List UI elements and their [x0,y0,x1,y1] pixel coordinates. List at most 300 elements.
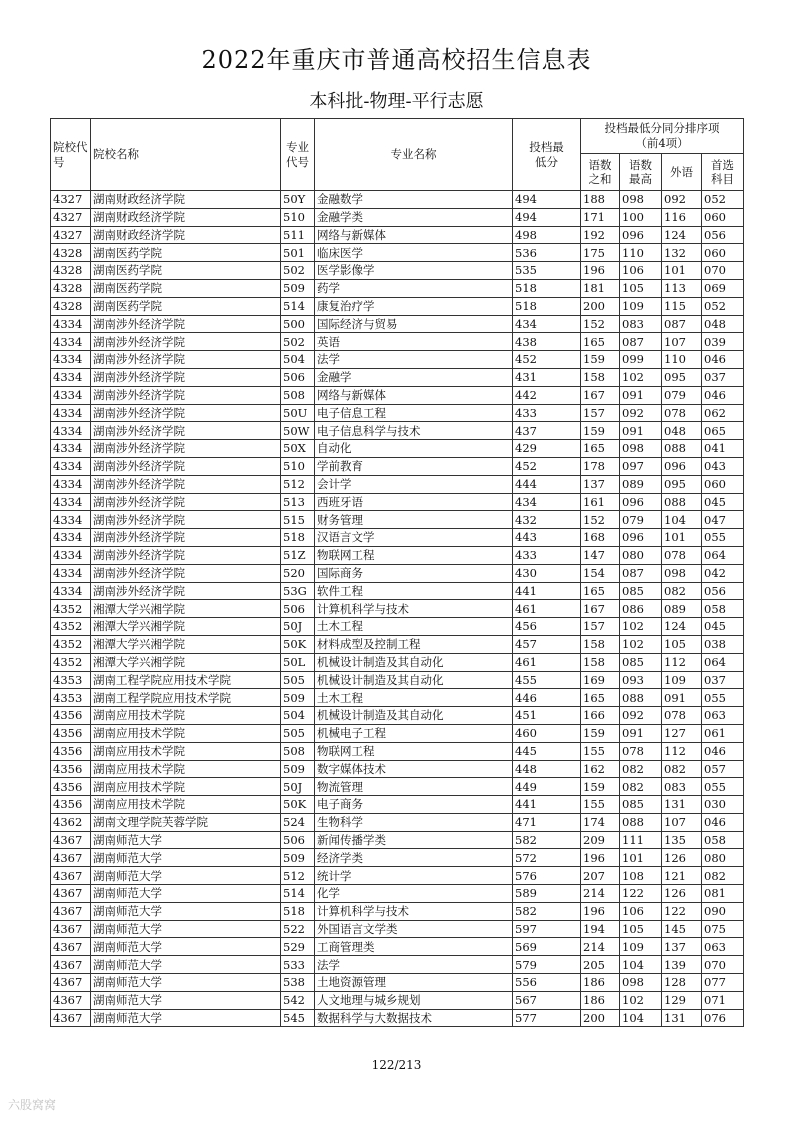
cell-school-code: 4356 [51,707,91,725]
cell-school-code: 4353 [51,671,91,689]
cell-sub3: 048 [662,422,702,440]
page-number: 122/213 [371,1058,422,1072]
table-row [51,991,744,1009]
cell-major-name: 金融学类 [315,208,513,226]
cell-school-name: 湖南涉外经济学院 [91,368,281,386]
cell-school-code: 4334 [51,333,91,351]
cell-school-name: 湖南师范大学 [91,974,281,992]
cell-sub3: 135 [662,831,702,849]
cell-min-score: 432 [513,511,581,529]
cell-major-code: 506 [281,368,315,386]
cell-major-code: 502 [281,333,315,351]
cell-sub4: 045 [702,618,744,636]
cell-min-score: 433 [513,546,581,564]
cell-sub2: 102 [620,991,662,1009]
table-row [51,422,744,440]
cell-sub3: 095 [662,475,702,493]
cell-min-score: 441 [513,582,581,600]
cell-sub4: 046 [702,813,744,831]
cell-min-score: 430 [513,564,581,582]
cell-sub2: 108 [620,867,662,885]
cell-min-score: 443 [513,529,581,547]
cell-major-name: 药学 [315,279,513,297]
cell-sub1: 186 [581,991,620,1009]
cell-major-name: 统计学 [315,867,513,885]
cell-school-name: 湖南医药学院 [91,244,281,262]
cell-min-score: 441 [513,796,581,814]
cell-sub1: 174 [581,813,620,831]
cell-sub3: 079 [662,386,702,404]
cell-sub3: 104 [662,511,702,529]
cell-school-name: 湖南涉外经济学院 [91,333,281,351]
cell-major-code: 511 [281,226,315,244]
cell-major-name: 土木工程 [315,618,513,636]
cell-major-code: 508 [281,742,315,760]
header-major-code: 专业代号 [281,119,315,191]
cell-sub4: 037 [702,671,744,689]
cell-school-code: 4327 [51,191,91,209]
cell-school-code: 4334 [51,422,91,440]
cell-sub4: 062 [702,404,744,422]
cell-sub2: 083 [620,315,662,333]
cell-major-code: 538 [281,974,315,992]
cell-school-name: 湖南师范大学 [91,902,281,920]
admission-table [50,118,744,1027]
cell-sub1: 165 [581,689,620,707]
cell-sub4: 058 [702,600,744,618]
table-row [51,368,744,386]
table-row [51,511,744,529]
cell-school-name: 湖南医药学院 [91,297,281,315]
cell-school-name: 湖南应用技术学院 [91,778,281,796]
cell-sub1: 147 [581,546,620,564]
cell-sub2: 088 [620,813,662,831]
cell-sub4: 037 [702,368,744,386]
table-row [51,742,744,760]
cell-sub3: 137 [662,938,702,956]
header-sub2: 语数最高 [620,154,662,191]
cell-sub2: 085 [620,796,662,814]
cell-school-code: 4356 [51,724,91,742]
cell-sub1: 196 [581,262,620,280]
cell-sub4: 060 [702,208,744,226]
table-row [51,262,744,280]
cell-sub1: 158 [581,368,620,386]
table-row [51,1009,744,1027]
cell-major-name: 工商管理类 [315,938,513,956]
cell-sub1: 192 [581,226,620,244]
table-row [51,440,744,458]
cell-major-name: 机械设计制造及其自动化 [315,653,513,671]
cell-sub1: 165 [581,582,620,600]
cell-major-code: 53G [281,582,315,600]
cell-sub2: 086 [620,600,662,618]
cell-major-name: 网络与新媒体 [315,386,513,404]
cell-school-name: 湘潭大学兴湘学院 [91,600,281,618]
cell-min-score: 452 [513,457,581,475]
cell-major-name: 软件工程 [315,582,513,600]
cell-school-name: 湘潭大学兴湘学院 [91,635,281,653]
cell-major-name: 新闻传播学类 [315,831,513,849]
cell-school-code: 4334 [51,368,91,386]
cell-sub2: 104 [620,1009,662,1027]
cell-major-code: 545 [281,1009,315,1027]
cell-major-code: 533 [281,956,315,974]
cell-min-score: 451 [513,707,581,725]
cell-sub3: 101 [662,529,702,547]
cell-major-code: 512 [281,475,315,493]
cell-min-score: 535 [513,262,581,280]
cell-school-name: 湖南涉外经济学院 [91,386,281,404]
cell-major-name: 学前教育 [315,457,513,475]
cell-min-score: 442 [513,386,581,404]
table-row [51,564,744,582]
cell-sub3: 107 [662,813,702,831]
cell-sub1: 200 [581,297,620,315]
cell-sub4: 077 [702,974,744,992]
cell-min-score: 471 [513,813,581,831]
cell-major-code: 50J [281,778,315,796]
page-subtitle: 本科批-物理-平行志愿 [309,91,484,112]
cell-min-score: 498 [513,226,581,244]
cell-major-name: 外国语言文学类 [315,920,513,938]
cell-sub2: 122 [620,885,662,903]
cell-major-name: 机械设计制造及其自动化 [315,707,513,725]
cell-sub3: 115 [662,297,702,315]
cell-sub3: 110 [662,351,702,369]
cell-sub3: 127 [662,724,702,742]
cell-major-name: 汉语言文学 [315,529,513,547]
cell-sub3: 082 [662,760,702,778]
table-row [51,191,744,209]
table-row [51,653,744,671]
cell-school-code: 4367 [51,885,91,903]
cell-major-code: 50J [281,618,315,636]
cell-major-code: 512 [281,867,315,885]
cell-major-name: 经济学类 [315,849,513,867]
table-body [51,191,744,1027]
cell-school-code: 4352 [51,600,91,618]
cell-major-name: 化学 [315,885,513,903]
cell-school-code: 4367 [51,902,91,920]
cell-sub4: 069 [702,279,744,297]
cell-min-score: 576 [513,867,581,885]
cell-major-name: 临床医学 [315,244,513,262]
cell-sub4: 052 [702,191,744,209]
cell-school-code: 4353 [51,689,91,707]
cell-major-name: 材料成型及控制工程 [315,635,513,653]
header-sub1: 语数之和 [581,154,620,191]
cell-sub3: 139 [662,956,702,974]
cell-sub4: 064 [702,653,744,671]
cell-school-name: 湖南应用技术学院 [91,742,281,760]
cell-school-code: 4334 [51,493,91,511]
cell-sub3: 112 [662,653,702,671]
table-row [51,689,744,707]
cell-sub3: 078 [662,707,702,725]
cell-school-code: 4334 [51,457,91,475]
cell-major-code: 504 [281,707,315,725]
cell-min-score: 589 [513,885,581,903]
cell-major-code: 509 [281,689,315,707]
cell-school-code: 4367 [51,920,91,938]
cell-major-name: 物联网工程 [315,546,513,564]
cell-sub2: 104 [620,956,662,974]
cell-school-name: 湖南涉外经济学院 [91,404,281,422]
cell-school-name: 湖南财政经济学院 [91,208,281,226]
cell-major-name: 自动化 [315,440,513,458]
cell-sub1: 175 [581,244,620,262]
cell-major-code: 509 [281,279,315,297]
cell-school-name: 湘潭大学兴湘学院 [91,618,281,636]
cell-sub1: 181 [581,279,620,297]
cell-min-score: 460 [513,724,581,742]
cell-sub2: 089 [620,475,662,493]
cell-min-score: 567 [513,991,581,1009]
cell-major-code: 50X [281,440,315,458]
cell-sub4: 081 [702,885,744,903]
table-row [51,618,744,636]
cell-sub1: 161 [581,493,620,511]
cell-major-name: 网络与新媒体 [315,226,513,244]
cell-school-name: 湖南工程学院应用技术学院 [91,689,281,707]
cell-school-name: 湖南涉外经济学院 [91,440,281,458]
cell-sub1: 186 [581,974,620,992]
cell-min-score: 429 [513,440,581,458]
table-row [51,600,744,618]
cell-major-code: 513 [281,493,315,511]
table-row [51,244,744,262]
table-row [51,279,744,297]
cell-min-score: 536 [513,244,581,262]
cell-sub4: 046 [702,386,744,404]
cell-sub2: 102 [620,635,662,653]
cell-sub3: 091 [662,689,702,707]
cell-min-score: 461 [513,653,581,671]
cell-sub1: 137 [581,475,620,493]
cell-major-name: 计算机科学与技术 [315,902,513,920]
cell-major-name: 数字媒体技术 [315,760,513,778]
cell-sub4: 080 [702,849,744,867]
table-row [51,351,744,369]
table-row [51,457,744,475]
cell-min-score: 457 [513,635,581,653]
cell-major-name: 会计学 [315,475,513,493]
cell-school-code: 4367 [51,849,91,867]
cell-sub1: 167 [581,600,620,618]
cell-sub2: 087 [620,333,662,351]
watermark: 六股窝窝 [8,1098,57,1112]
cell-school-code: 4352 [51,618,91,636]
cell-sub4: 039 [702,333,744,351]
cell-school-code: 4334 [51,440,91,458]
cell-major-name: 西班牙语 [315,493,513,511]
cell-major-name: 人文地理与城乡规划 [315,991,513,1009]
cell-sub4: 030 [702,796,744,814]
table-row [51,546,744,564]
cell-sub1: 188 [581,191,620,209]
cell-sub3: 096 [662,457,702,475]
cell-major-code: 524 [281,813,315,831]
cell-school-name: 湖南应用技术学院 [91,796,281,814]
table-row [51,974,744,992]
table-row [51,724,744,742]
cell-sub3: 131 [662,796,702,814]
cell-sub2: 099 [620,351,662,369]
cell-sub1: 209 [581,831,620,849]
cell-sub3: 105 [662,635,702,653]
cell-sub2: 078 [620,742,662,760]
cell-major-name: 法学 [315,351,513,369]
cell-sub1: 154 [581,564,620,582]
cell-sub4: 071 [702,991,744,1009]
cell-sub2: 093 [620,671,662,689]
cell-sub2: 088 [620,689,662,707]
cell-major-code: 509 [281,760,315,778]
cell-school-code: 4362 [51,813,91,831]
cell-school-name: 湖南涉外经济学院 [91,422,281,440]
cell-school-name: 湖南师范大学 [91,885,281,903]
page-title: 2022年重庆市普通高校招生信息表 [201,46,592,74]
cell-major-code: 50Y [281,191,315,209]
cell-school-code: 4367 [51,938,91,956]
cell-sub3: 145 [662,920,702,938]
table-row [51,582,744,600]
cell-sub4: 057 [702,760,744,778]
cell-sub2: 106 [620,262,662,280]
cell-sub3: 116 [662,208,702,226]
cell-sub3: 128 [662,974,702,992]
table-row [51,938,744,956]
cell-sub1: 155 [581,796,620,814]
cell-sub3: 101 [662,262,702,280]
cell-major-code: 505 [281,671,315,689]
cell-sub1: 165 [581,333,620,351]
cell-sub4: 063 [702,938,744,956]
cell-school-name: 湖南师范大学 [91,991,281,1009]
cell-school-name: 湖南师范大学 [91,956,281,974]
cell-sub1: 166 [581,707,620,725]
table-row [51,956,744,974]
table-row [51,297,744,315]
cell-sub4: 042 [702,564,744,582]
cell-sub3: 088 [662,440,702,458]
cell-school-name: 湖南应用技术学院 [91,760,281,778]
cell-major-name: 数据科学与大数据技术 [315,1009,513,1027]
cell-major-code: 504 [281,351,315,369]
cell-sub2: 098 [620,191,662,209]
cell-major-name: 康复治疗学 [315,297,513,315]
cell-sub2: 079 [620,511,662,529]
cell-major-name: 国际经济与贸易 [315,315,513,333]
cell-sub3: 082 [662,582,702,600]
cell-sub2: 085 [620,653,662,671]
cell-major-code: 506 [281,831,315,849]
cell-sub3: 132 [662,244,702,262]
cell-major-name: 电子信息科学与技术 [315,422,513,440]
cell-sub4: 056 [702,226,744,244]
cell-major-code: 522 [281,920,315,938]
cell-sub2: 085 [620,582,662,600]
cell-school-code: 4334 [51,404,91,422]
cell-sub1: 155 [581,742,620,760]
cell-sub4: 041 [702,440,744,458]
cell-major-name: 机械设计制造及其自动化 [315,671,513,689]
cell-sub2: 096 [620,493,662,511]
cell-major-code: 508 [281,386,315,404]
cell-sub1: 196 [581,849,620,867]
cell-min-score: 518 [513,279,581,297]
cell-major-name: 英语 [315,333,513,351]
table-row [51,404,744,422]
cell-major-code: 50W [281,422,315,440]
cell-sub1: 178 [581,457,620,475]
cell-sub1: 152 [581,511,620,529]
cell-sub3: 122 [662,902,702,920]
cell-major-name: 金融学 [315,368,513,386]
cell-major-name: 土木工程 [315,689,513,707]
cell-school-name: 湖南应用技术学院 [91,707,281,725]
cell-sub4: 045 [702,493,744,511]
cell-min-score: 433 [513,404,581,422]
cell-school-name: 湖南医药学院 [91,262,281,280]
cell-major-name: 财务管理 [315,511,513,529]
cell-sub3: 078 [662,546,702,564]
cell-sub2: 105 [620,920,662,938]
cell-major-code: 500 [281,315,315,333]
cell-school-code: 4328 [51,262,91,280]
cell-sub4: 065 [702,422,744,440]
cell-sub2: 101 [620,849,662,867]
cell-sub2: 092 [620,707,662,725]
table-row [51,813,744,831]
cell-sub1: 200 [581,1009,620,1027]
cell-major-code: 510 [281,457,315,475]
header-tie-group: 投档最低分同分排序项（前4项） [581,119,744,154]
cell-min-score: 556 [513,974,581,992]
cell-school-name: 湖南涉外经济学院 [91,511,281,529]
cell-sub3: 131 [662,1009,702,1027]
cell-sub1: 159 [581,778,620,796]
table-row [51,493,744,511]
cell-sub3: 126 [662,885,702,903]
cell-min-score: 569 [513,938,581,956]
cell-sub3: 124 [662,618,702,636]
cell-school-name: 湖南涉外经济学院 [91,546,281,564]
cell-school-name: 湖南师范大学 [91,849,281,867]
cell-major-name: 计算机科学与技术 [315,600,513,618]
cell-school-code: 4334 [51,511,91,529]
cell-sub1: 169 [581,671,620,689]
cell-min-score: 448 [513,760,581,778]
cell-sub3: 121 [662,867,702,885]
cell-sub4: 043 [702,457,744,475]
cell-sub2: 092 [620,404,662,422]
cell-sub1: 194 [581,920,620,938]
cell-major-code: 510 [281,208,315,226]
cell-major-code: 501 [281,244,315,262]
cell-sub1: 162 [581,760,620,778]
cell-school-name: 湖南涉外经济学院 [91,529,281,547]
cell-sub1: 159 [581,422,620,440]
cell-sub1: 157 [581,404,620,422]
cell-school-code: 4356 [51,796,91,814]
cell-school-name: 湖南涉外经济学院 [91,315,281,333]
cell-sub2: 098 [620,440,662,458]
cell-school-code: 4367 [51,1009,91,1027]
cell-sub4: 052 [702,297,744,315]
cell-school-code: 4327 [51,208,91,226]
